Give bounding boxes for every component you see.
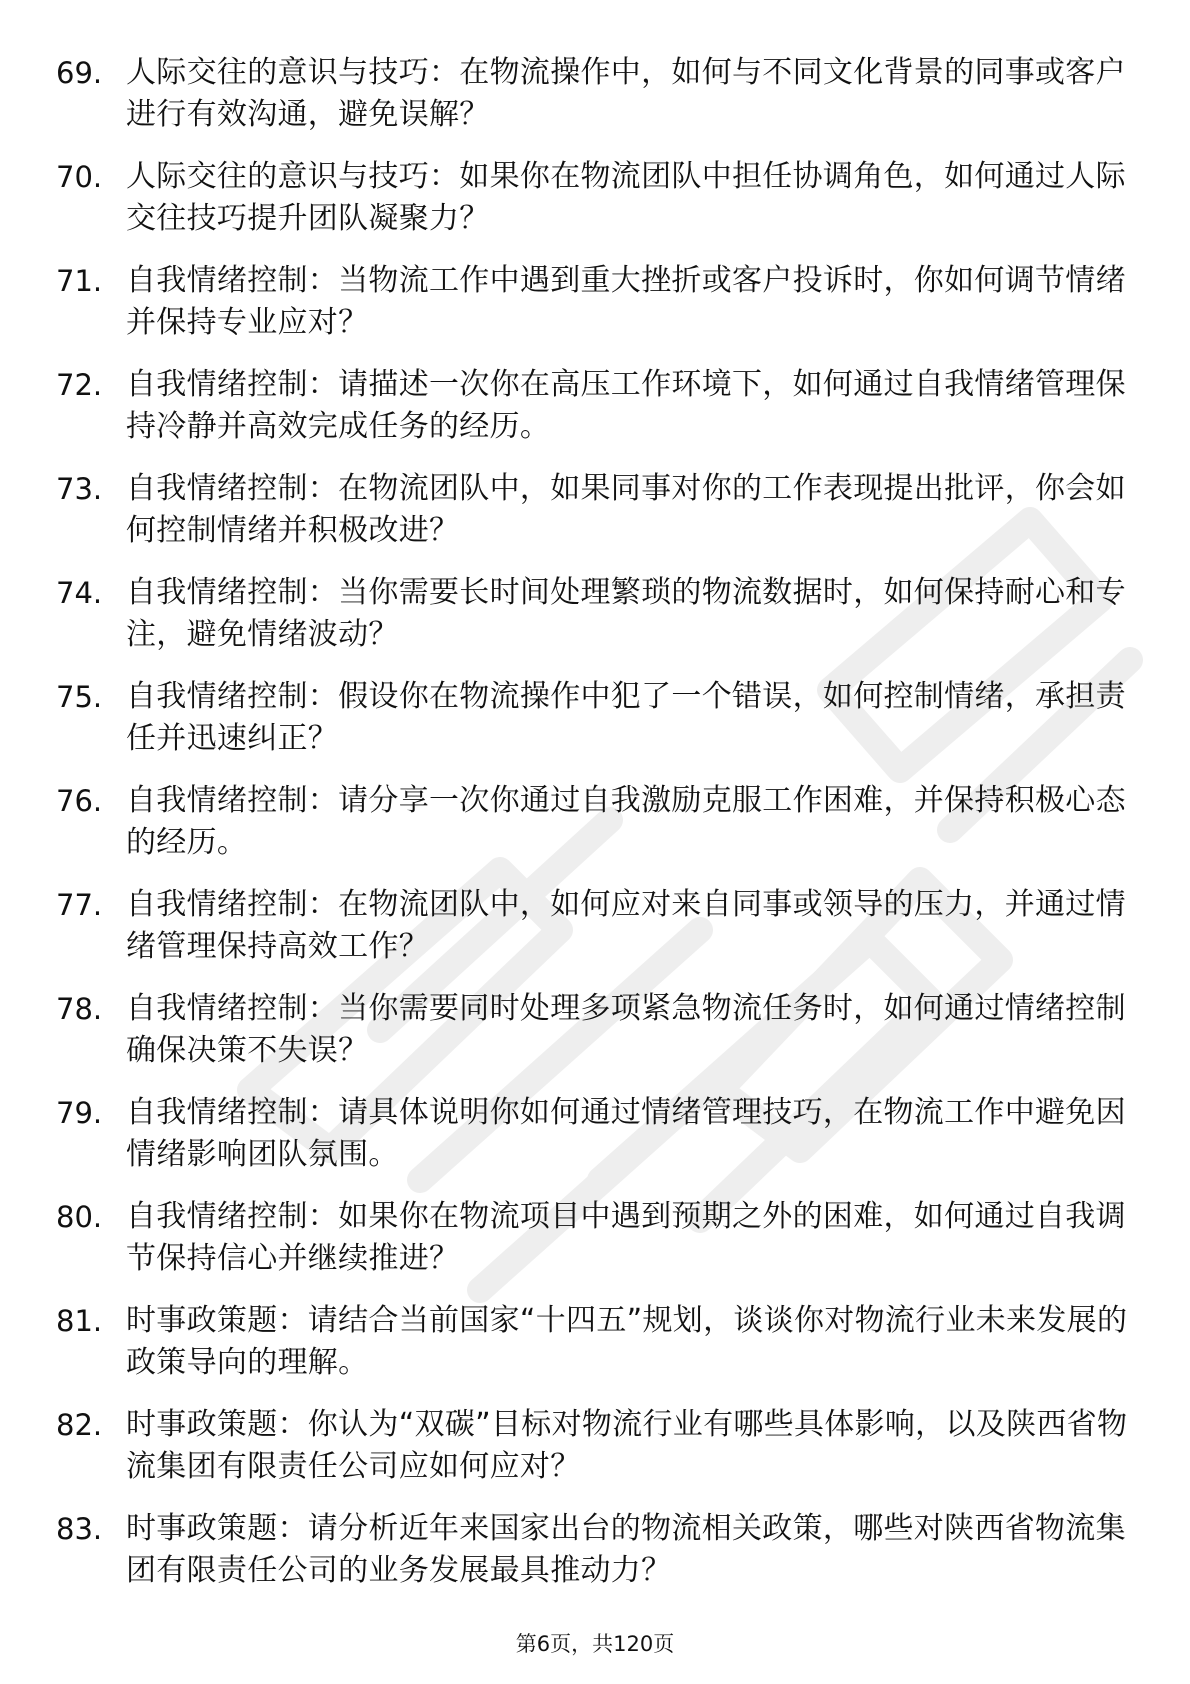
question-text: 人际交往的意识与技巧：在物流操作中，如何与不同文化背景的同事或客户进行有效沟通，避免误解？ xyxy=(126,55,1126,132)
question-number: 69. xyxy=(56,56,103,90)
question-item xyxy=(0,1196,1190,1300)
question-text: 自我情绪控制：假设你在物流操作中犯了一个错误，如何控制情绪，承担责任并迅速纠正？ xyxy=(126,679,1126,756)
question-item xyxy=(0,156,1190,260)
question-number: 75. xyxy=(56,680,103,714)
question-text: 时事政策题：请结合当前国家“十四五”规划，谈谈你对物流行业未来发展的政策导向的理解。 xyxy=(126,1303,1128,1380)
question-text: 人际交往的意识与技巧：如果你在物流团队中担任协调角色，如何通过人际交往技巧提升团队凝聚力？ xyxy=(126,159,1126,236)
question-number: 76. xyxy=(56,784,103,818)
question-item xyxy=(0,884,1190,988)
question-item xyxy=(0,1092,1190,1196)
question-item xyxy=(0,468,1190,572)
question-number: 73. xyxy=(56,472,103,506)
question-text: 自我情绪控制：如果你在物流项目中遇到预期之外的困难，如何通过自我调节保持信心并继续推进？ xyxy=(126,1199,1126,1276)
question-number: 70. xyxy=(56,160,103,194)
question-number: 80. xyxy=(56,1200,103,1234)
question-text: 自我情绪控制：请分享一次你通过自我激励克服工作困难，并保持积极心态的经历。 xyxy=(126,783,1126,860)
page-footer: 第6页，共120页 xyxy=(515,1632,675,1656)
question-text: 自我情绪控制：当物流工作中遇到重大挫折或客户投诉时，你如何调节情绪并保持专业应对？ xyxy=(126,263,1126,340)
question-number: 71. xyxy=(56,264,103,298)
question-number: 82. xyxy=(56,1408,103,1442)
question-number: 77. xyxy=(56,888,103,922)
question-text: 时事政策题：你认为“双碳”目标对物流行业有哪些具体影响，以及陕西省物流集团有限责任公司应如何应对？ xyxy=(126,1407,1128,1484)
question-text: 自我情绪控制：请描述一次你在高压工作环境下，如何通过自我情绪管理保持冷静并高效完成任务的经历。 xyxy=(126,367,1126,444)
question-number: 83. xyxy=(56,1512,103,1546)
question-item xyxy=(0,364,1190,468)
question-item xyxy=(0,780,1190,884)
question-item xyxy=(0,1300,1190,1404)
question-item xyxy=(0,1404,1190,1508)
question-text: 时事政策题：请分析近年来国家出台的物流相关政策，哪些对陕西省物流集团有限责任公司的业务发展最具推动力？ xyxy=(126,1511,1126,1588)
question-text: 自我情绪控制：当你需要长时间处理繁琐的物流数据时，如何保持耐心和专注，避免情绪波动？ xyxy=(126,575,1126,652)
question-list xyxy=(0,52,1190,1612)
question-item xyxy=(0,52,1190,156)
question-number: 72. xyxy=(56,368,103,402)
question-text: 自我情绪控制：当你需要同时处理多项紧急物流任务时，如何通过情绪控制确保决策不失误？ xyxy=(126,991,1126,1068)
question-number: 79. xyxy=(56,1096,103,1130)
question-item xyxy=(0,1508,1190,1612)
question-item xyxy=(0,676,1190,780)
question-text: 自我情绪控制：请具体说明你如何通过情绪管理技巧，在物流工作中避免因情绪影响团队氛围。 xyxy=(126,1095,1126,1172)
question-item xyxy=(0,260,1190,364)
question-text: 自我情绪控制：在物流团队中，如果同事对你的工作表现提出批评，你会如何控制情绪并积极改进？ xyxy=(126,471,1126,548)
question-item xyxy=(0,572,1190,676)
question-number: 74. xyxy=(56,576,103,610)
question-number: 81. xyxy=(56,1304,103,1338)
question-item xyxy=(0,988,1190,1092)
question-text: 自我情绪控制：在物流团队中，如何应对来自同事或领导的压力，并通过情绪管理保持高效工作？ xyxy=(126,887,1126,964)
question-number: 78. xyxy=(56,992,103,1026)
